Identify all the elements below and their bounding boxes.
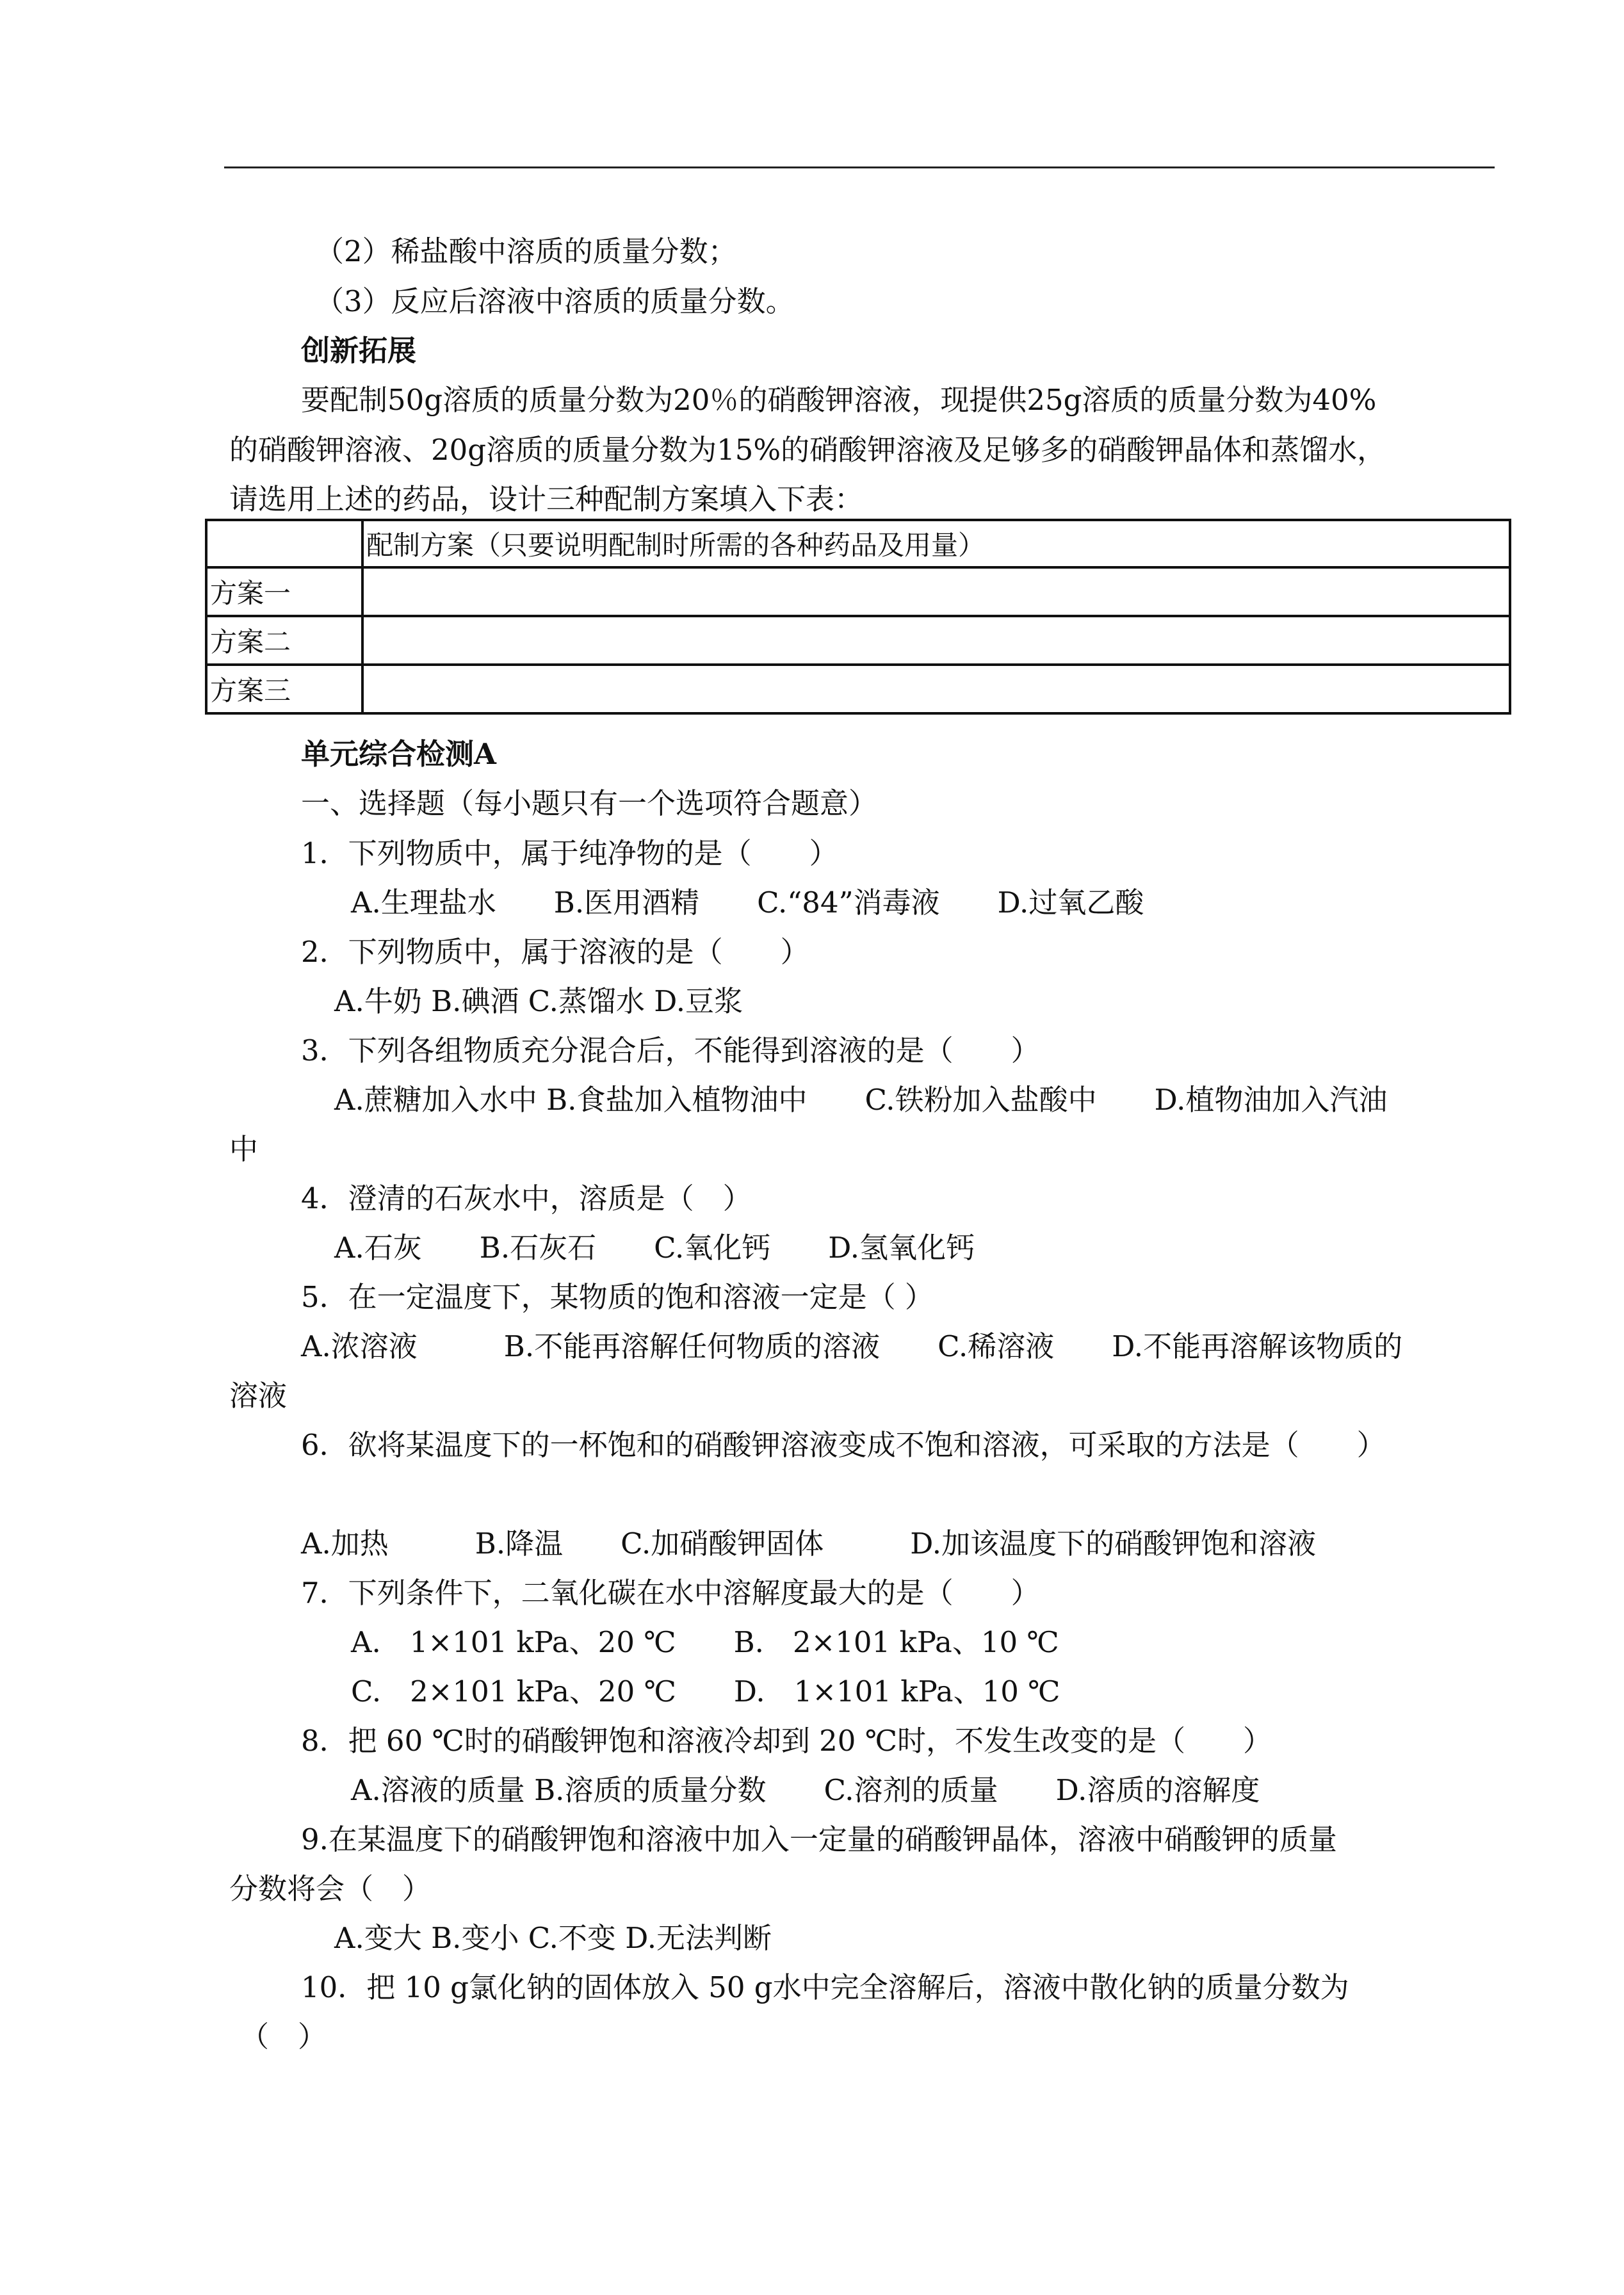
table-row — [206, 567, 1510, 616]
question-7-options-2: C. 2×101 kPa、20 ℃ D. 1×101 kPa、10 ℃ — [351, 1675, 1060, 1708]
question-6-options: A.加热 B.降温 C.加硝酸钾固体 D.加该温度下的硝酸钾饱和溶液 — [301, 1527, 1317, 1561]
innovation-text-line-2: 的硝酸钾溶液、20g溶质的质量分数为15%的硝酸钾溶液及足够多的硝酸钾晶体和蒸馏水， — [229, 433, 1386, 467]
question-8-options: A.溶液的质量 B.溶质的质量分数 C.溶剂的质量 D.溶质的溶解度 — [351, 1773, 1260, 1807]
table-row — [206, 616, 1510, 665]
question-4-options: A.石灰 B.石灰石 C.氧化钙 D.氢氧化钙 — [334, 1231, 975, 1265]
plan-content-cell — [362, 616, 1510, 665]
question-9-stem-wrap: 分数将会（ ） — [229, 1872, 432, 1906]
question-6-stem: 6．欲将某温度下的一杯饱和的硝酸钾溶液变成不饱和溶液，可采取的方法是（ ） — [301, 1428, 1386, 1462]
question-7-options-1: A. 1×101 kPa、20 ℃ B. 2×101 kPa、10 ℃ — [351, 1625, 1059, 1659]
plan-label-cell: 方案一 — [206, 567, 362, 616]
plan-label-cell: 方案二 — [206, 616, 362, 665]
question-9-options: A.变大 B.变小 C.不变 D.无法判断 — [334, 1921, 772, 1955]
plan-table-corner-cell — [206, 520, 362, 567]
question-3-stem: 3．下列各组物质充分混合后，不能得到溶液的是（ ） — [301, 1034, 1040, 1067]
innovation-text-line-1: 要配制50g溶质的质量分数为20％的硝酸钾溶液，现提供25g溶质的质量分数为40% — [301, 383, 1377, 417]
question-2-options: A.牛奶 B.碘酒 C.蒸馏水 D.豆浆 — [334, 984, 743, 1018]
question-7-stem: 7．下列条件下，二氧化碳在水中溶解度最大的是（ ） — [301, 1576, 1040, 1610]
question-4-stem: 4．澄清的石灰水中，溶质是（ ） — [301, 1181, 752, 1215]
plan-label-cell: 方案三 — [206, 665, 362, 713]
question-1-stem: 1．下列物质中，属于纯净物的是（ ） — [301, 836, 838, 870]
question-9-stem: 9.在某温度下的硝酸钾饱和溶液中加入一定量的硝酸钾晶体，溶液中硝酸钾的质量 — [301, 1822, 1337, 1856]
sub-question-3: （3）反应后溶液中溶质的质量分数。 — [315, 284, 795, 318]
question-3-options: A.蔗糖加入水中 B.食盐加入植物油中 C.铁粉加入盐酸中 D.植物油加入汽油 — [334, 1083, 1388, 1117]
question-1-options: A.生理盐水 B.医用酒精 C.“84”消毒液 D.过氧乙酸 — [351, 886, 1144, 920]
question-5-stem: 5．在一定温度下，某物质的饱和溶液一定是（ ） — [301, 1280, 934, 1314]
question-5-options-wrap: 溶液 — [229, 1379, 288, 1413]
innovation-heading: 创新拓展 — [301, 334, 417, 368]
plan-content-cell — [362, 665, 1510, 713]
question-8-stem: 8．把 60 ℃时的硝酸钾饱和溶液冷却到 20 ℃时，不发生改变的是（ ） — [301, 1724, 1272, 1758]
header-rule — [224, 166, 1495, 168]
section-title: 一、选择题（每小题只有一个选项符合题意） — [301, 786, 878, 820]
plan-table-header-cell: 配制方案（只要说明配制时所需的各种药品及用量） — [362, 520, 1510, 567]
plan-table-header-row — [206, 520, 1510, 567]
plan-content-cell — [362, 567, 1510, 616]
question-10-stem: 10．把 10 g氯化钠的固体放入 50 g水中完全溶解后，溶液中散化钠的质量分数为 — [301, 1970, 1349, 2004]
sub-question-2: （2）稀盐酸中溶质的质量分数； — [315, 234, 737, 268]
plan-table — [205, 519, 1511, 715]
test-heading: 单元综合检测A — [301, 737, 496, 771]
question-3-options-wrap: 中 — [229, 1132, 259, 1166]
table-row — [206, 665, 1510, 713]
question-2-stem: 2．下列物质中，属于溶液的是（ ） — [301, 935, 809, 969]
question-5-options: A.浓溶液 B.不能再溶解任何物质的溶液 C.稀溶液 D.不能再溶解该物质的 — [301, 1329, 1403, 1363]
innovation-text-line-3: 请选用上述的药品，设计三种配制方案填入下表： — [229, 482, 864, 516]
question-10-answer-paren: （ ） — [240, 2020, 327, 2054]
